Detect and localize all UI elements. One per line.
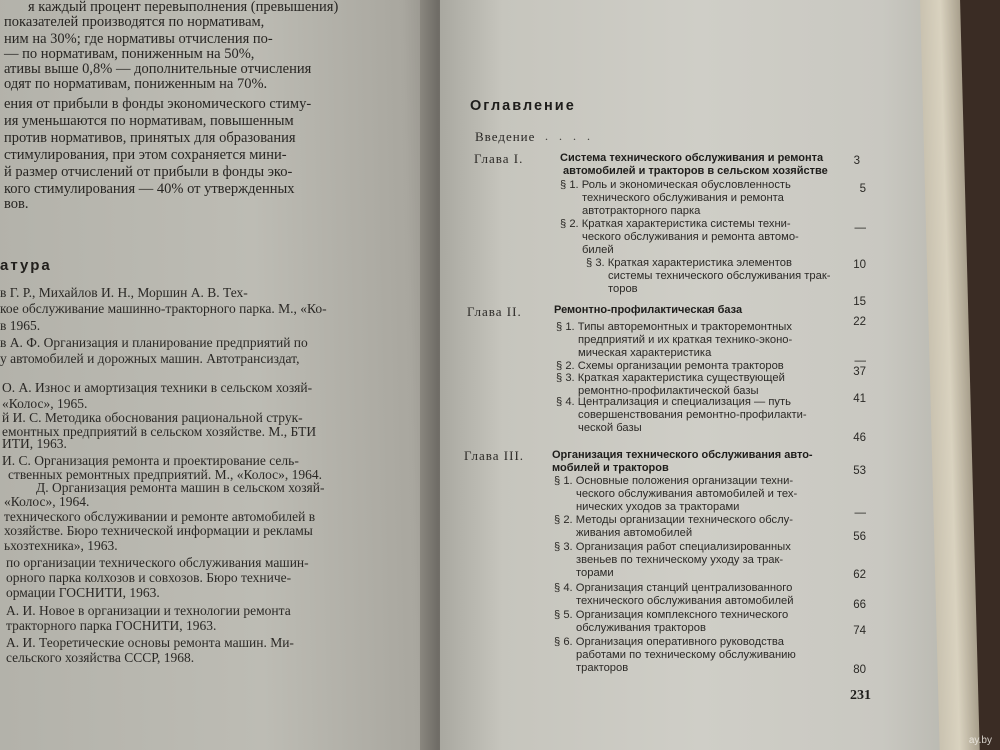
chapter-label: Глава III. [464,448,525,463]
toc-page: 37 [853,366,866,378]
left-body-line: — по нормативам, пониженным на 50%, [4,46,255,62]
toc-page: 66 [853,599,866,611]
left-body-line: стимулирования, при этом сохраняется мини- [4,147,287,163]
section-line: билей [582,244,614,256]
toc-page: 62 [853,569,866,581]
toc-page: 10 [853,259,866,271]
section-line: ческого обслуживания и ремонта автомо- [582,231,799,243]
reference-line: И. С. Организация ремонта и проектирование сель- [2,453,299,468]
section-line: § 2. Методы организации технического обслу- [554,514,794,526]
section-line: § 4. Организация станций централизованного [554,582,793,594]
section-line: § 1. Основные положения организации техни- [554,475,794,487]
reference-line: технического обслуживании и ремонте автомобилей в [4,509,316,524]
left-body-line: ия уменьшаются по нормативам, повышенным [4,113,294,129]
section-line: мическая характеристика [578,347,712,359]
toc-page: — [854,507,866,519]
left-body-line: й размер отчислений от прибыли в фонды эко- [4,164,293,180]
section-line: торами [576,567,614,579]
left-body-line: я каждый процент перевыполнения (превышения) [28,0,339,15]
section-line: нических уходов за тракторами [576,501,740,513]
reference-line: в Г. Р., Михайлов И. Н., Моршин А. В. Тех- [0,285,248,300]
chapter-title: мобилей и тракторов [552,462,669,474]
reference-line: орного парка колхозов и совхозов. Бюро техниче- [6,570,292,585]
toc-page: 74 [853,625,866,637]
reference-line: тракторного парка ГОСНИТИ, 1963. [6,618,217,633]
left-body-line: ативы выше 0,8% — дополнительные отчисления [4,61,312,77]
section-line: § 2. Краткая характеристика системы техни- [560,218,791,230]
section-line: § 4. Централизация и специализация — путь [556,396,791,408]
chapter-title: Система технического обслуживания и ремонта [560,152,824,164]
toc-page: 22 [853,316,866,328]
reference-line: хозяйстве. Бюро технической информации и рекламы [4,523,313,538]
reference-line: й И. С. Методика обоснования рациональной струк- [2,410,303,425]
section-line: предприятий и их краткая технико-эконо- [578,334,793,346]
reference-line: ИТИ, 1963. [2,436,67,451]
reference-line: «Колос», 1964. [4,494,90,509]
toc-page: — [854,355,866,367]
section-line: живания автомобилей [576,527,693,539]
page-number: 231 [850,688,871,703]
reference-line: «Колос», 1965. [2,396,88,411]
reference-line: О. А. Износ и амортизация техники в сельском хозяй- [2,380,313,395]
left-body-line: против нормативов, принятых для образования [4,130,296,146]
section-line: торов [608,283,638,295]
section-line: ремонтно-профилактической базы [578,385,759,397]
section-line: § 2. Схемы организации ремонта тракторов [556,360,784,372]
section-line: § 6. Организация оперативного руководства [554,636,784,648]
chapter-title: Организация технического обслуживания авто- [552,449,813,461]
toc-page: 41 [853,393,866,405]
section-line: совершенствования ремонтно-профилакти- [578,409,807,421]
left-body-line: ним на 30%; где нормативы отчисления по- [4,31,273,47]
toc-intro-leader: . . . . [545,129,594,143]
section-line: ческой базы [578,422,642,434]
left-section-heading: атура [0,257,52,274]
toc-page: 15 [853,296,866,308]
reference-line: емонтных предприятий в сельском хозяйстве. М., БТИ [2,424,317,439]
watermark: ay.by [968,735,992,746]
section-line: звеньев по техническому уходу за трак- [576,554,784,566]
reference-line: в 1965. [0,318,41,333]
toc-intro-label: Введение [475,129,536,144]
reference-line: сельского хозяйства СССР, 1968. [6,650,195,665]
toc-page: 5 [859,183,866,195]
toc-page: 3 [853,155,860,167]
chapter-title: Ремонтно-профилактическая база [554,304,743,316]
section-line: технического обслуживания автомобилей [576,595,794,607]
toc-page: 80 [853,664,866,676]
toc-page: — [854,222,866,234]
toc-title: Оглавление [470,98,576,114]
section-line: § 5. Организация комплексного технического [554,609,789,621]
section-line: обслуживания тракторов [576,622,706,634]
section-line: § 3. Организация работ специализированных [554,541,791,553]
reference-line: А. И. Новое в организации и технологии ремонта [6,603,291,618]
toc-page: 53 [853,465,866,477]
section-line: технического обслуживания и ремонта [582,192,784,204]
left-body-line: показателей производятся по нормативам, [4,14,265,30]
reference-line: в А. Ф. Организация и планирование предприятий по [0,335,308,350]
toc-page: 46 [853,432,866,444]
section-line: работами по техническому обслуживанию [576,649,796,661]
section-line: § 1. Роль и экономическая обусловленность [560,179,791,191]
toc-page: 56 [853,531,866,543]
left-body-line: ения от прибыли в фонды экономического стиму- [4,96,312,112]
section-line: автотракторного парка [582,205,701,217]
section-line: тракторов [576,662,629,674]
section-line: системы технического обслуживания трак- [608,270,831,282]
reference-line: А. И. Теоретические основы ремонта машин. Ми- [6,635,294,650]
section-line: § 1. Типы авторемонтных и тракторемонтных [556,321,792,333]
reference-line: ьхозтехника», 1963. [4,538,118,553]
reference-line: у автомобилей и дорожных машин. Автотрансиздат, [0,351,300,366]
reference-line: кое обслуживание машинно-тракторного парка. М., «Ко- [0,301,327,316]
reference-line: по организации технического обслуживания машин- [6,555,309,570]
left-body-line: вов. [4,196,29,212]
reference-line: ственных ремонтных предприятий. М., «Колос», 1964. [8,467,323,482]
chapter-label: Глава II. [467,304,522,319]
chapter-title: автомобилей и тракторов в сельском хозяйстве [563,165,828,177]
left-body-line: кого стимулирования — 40% от утвержденных [4,181,295,197]
section-line: ческого обслуживания автомобилей и тех- [576,488,798,500]
section-line: § 3. Краткая характеристика существующей [556,372,785,384]
chapter-label: Глава I. [474,151,524,166]
section-line: § 3. Краткая характеристика элементов [586,257,792,269]
reference-line: Д. Организация ремонта машин в сельском хозяй- [36,480,325,495]
reference-line: ормации ГОСНИТИ, 1963. [6,585,160,600]
left-body-line: одят по нормативам, пониженным на 70%. [4,76,268,92]
